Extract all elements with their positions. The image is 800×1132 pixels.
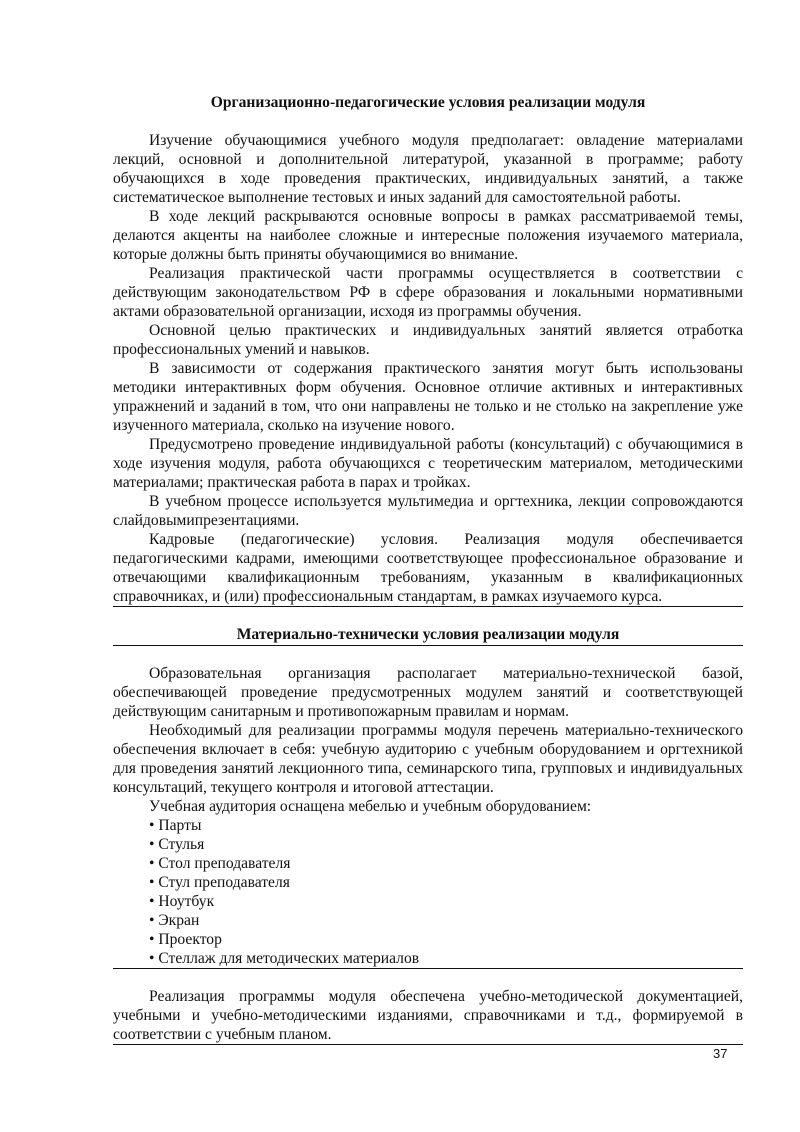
paragraph: Необходимый для реализации программы модуля перечень материально-технического обеспечения включает в себя: учебную аудиторию с учебным оборудованием и оргтехникой для проведения занятий лекционного типа, семинарского типа, групповых и индивидуальных консультаций, текущего контроля и итоговой аттестации. [113, 722, 743, 796]
paragraph: Образовательная организация располагает материально-технической базой, обеспечивающей проведение предусмотренных модулем занятий и соответствующей действующим санитарным и противопожарным правилам и нормам. [113, 665, 743, 720]
paragraph: Изучение обучающимися учебного модуля предполагает: овладение материалами лекций, основной и дополнительной литературой, указанной в программе; работу обучающихся в ходе проведения практических, индивидуальных занятий, а также систематическое выполнение тестовых и иных заданий для самостоятельной работы. [113, 132, 743, 206]
section-body-organizational [113, 131, 743, 607]
list-item: • Ноутбук [149, 892, 743, 911]
paragraph: В зависимости от содержания практического занятия могут быть использованы методики интерактивных форм обучения. Основное отличие активных и интерактивных упражнений и заданий в том, что они направлены не только и не столько на закрепление уже изученного материала, сколько на изучение нового. [113, 360, 743, 434]
list-item: • Парты [149, 816, 743, 835]
paragraph: Кадровые (педагогические) условия. Реализация модуля обеспечивается педагогическими кадрами, имеющими соответствующее профессиональное образование и отвечающими квалификационным требованиям, указанным в квалификационных справочниках, и (или) профессиональным стандартам, в рамках изучаемого курса. [113, 531, 743, 605]
list-item: • Экран [149, 911, 743, 930]
spacer [113, 969, 743, 987]
section-title-material-technical: Материально-технически условия реализации модуля [113, 625, 743, 646]
list-item: • Стулья [149, 835, 743, 854]
closing-paragraph: Реализация программы модуля обеспечена учебно-методической документацией, учебными и учебно-методическими изданиями, справочниками и т.д., формируемой в соответствии с учебным планом. [113, 988, 743, 1043]
paragraph: Предусмотрено проведение индивидуальной работы (консультаций) с обучающимися в ходе изучения модуля, работа обучающихся с теоретическим материалом, методическими материалами; практическая работа в парах и тройках. [113, 436, 743, 491]
paragraph: Учебная аудитория оснащена мебелью и учебным оборудованием: [149, 798, 592, 815]
paragraph: Основной целью практических и индивидуальных занятий является отработка профессиональных умений и навыков. [113, 322, 743, 358]
paragraph: Реализация практической части программы осуществляется в соответствии с действующим законодательством РФ в сфере образования и локальными нормативными актами образовательной организации, исходя из программы обучения. [113, 265, 743, 320]
list-item: • Стеллаж для методических материалов [149, 949, 743, 968]
document-page [113, 93, 743, 1045]
list-item: • Стул преподавателя [149, 873, 743, 892]
paragraph: В учебном процессе используется мультимедиа и оргтехника, лекции сопровождаются слайдовымипрезентациями. [113, 493, 743, 529]
list-item: • Проектор [149, 930, 743, 949]
section-body-material-technical [113, 664, 743, 1045]
page-number: 37 [713, 1046, 728, 1061]
paragraph: В ходе лекций раскрываются основные вопросы в рамках рассматриваемой темы, делаются акценты на наиболее сложные и интересные положения изучаемого материала, которые должны быть приняты обучающимися во внимание. [113, 208, 743, 263]
equipment-list [113, 816, 743, 969]
section-title-organizational: Организационно-педагогические условия реализации модуля [210, 94, 646, 111]
list-item: • Стол преподавателя [149, 854, 743, 873]
